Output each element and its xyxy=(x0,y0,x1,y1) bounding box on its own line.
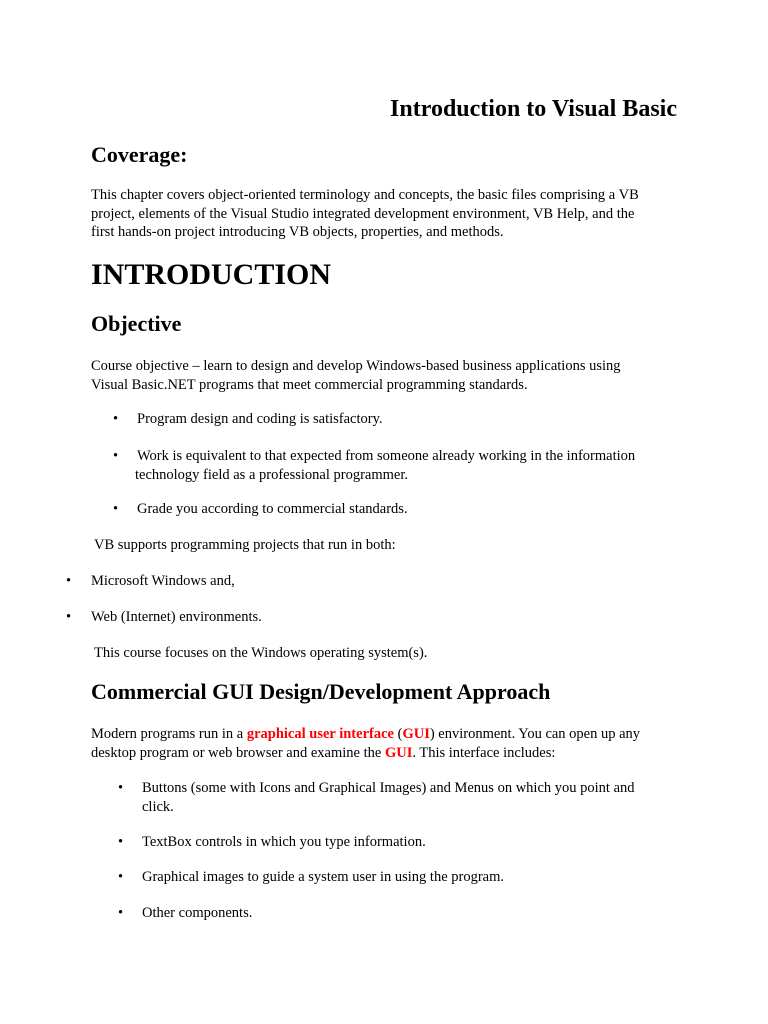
coverage-line-3: first hands-on project introducing VB objects, properties, and methods. xyxy=(91,224,504,240)
list-item xyxy=(118,833,678,853)
bullet-icon: • xyxy=(66,609,72,625)
gui-text: desktop program or web browser and examine the xyxy=(91,744,385,761)
list-item-text: Other components. xyxy=(142,905,253,921)
list-item xyxy=(66,572,566,592)
supports-text: VB supports programming projects that run in both: xyxy=(94,537,396,553)
objective-line-2: Visual Basic.NET programs that meet commercial programming standards. xyxy=(91,376,528,393)
list-item-text: Work is equivalent to that expected from someone already working in the information xyxy=(137,448,636,464)
gui-paragraph xyxy=(91,725,640,762)
gui-abbr-highlight: GUI xyxy=(384,744,413,761)
coverage-line-1: This chapter covers object-oriented terminology and concepts, the basic files comprising a VB xyxy=(91,187,639,203)
document-title: Introduction to Visual Basic xyxy=(390,96,677,122)
bullet-icon: • xyxy=(113,501,119,517)
bullet-icon: • xyxy=(66,573,72,589)
bullet-icon: • xyxy=(113,411,119,427)
list-item xyxy=(113,500,673,520)
list-item xyxy=(66,608,566,628)
list-item-text: Web (Internet) environments. xyxy=(91,609,262,625)
bullet-icon: • xyxy=(118,869,124,885)
gui-abbr-highlight: GUI xyxy=(402,726,430,742)
gui-text: ) environment. You can open up any xyxy=(429,726,641,742)
coverage-paragraph xyxy=(91,186,639,242)
objective-line-1: Course objective – learn to design and develop Windows-based business applications using xyxy=(91,358,621,374)
list-item-text: Microsoft Windows and, xyxy=(91,573,235,589)
list-item xyxy=(118,904,678,924)
list-item-text-continued: click. xyxy=(142,798,174,815)
gui-section-heading: Commercial GUI Design/Development Approach xyxy=(91,679,551,704)
gui-text: Modern programs run in a xyxy=(91,726,247,742)
list-item xyxy=(118,779,678,819)
bullet-icon: • xyxy=(118,905,124,921)
gui-text: . This interface includes: xyxy=(412,744,556,761)
objective-heading: Objective xyxy=(91,311,182,336)
bullet-icon: • xyxy=(118,780,124,796)
list-item xyxy=(113,447,673,487)
list-item-text: Program design and coding is satisfactory. xyxy=(137,411,383,427)
list-item-text: Graphical images to guide a system user in using the program. xyxy=(142,869,505,885)
introduction-heading: INTRODUCTION xyxy=(91,258,332,291)
list-item-text: Buttons (some with Icons and Graphical Images) and Menus on which you point and xyxy=(142,780,635,796)
gui-term-highlight: graphical user interface xyxy=(246,726,394,742)
gui-line-1 xyxy=(91,725,640,744)
focus-text: This course focuses on the Windows operating system(s). xyxy=(94,645,428,661)
gui-text: ( xyxy=(393,726,403,742)
objective-paragraph xyxy=(91,357,621,394)
bullet-icon: • xyxy=(118,834,124,850)
list-item-text: Grade you according to commercial standards. xyxy=(137,501,408,517)
list-item-text: TextBox controls in which you type information. xyxy=(142,834,426,850)
gui-line-2 xyxy=(91,744,640,763)
list-item-text-continued: technology field as a professional programmer. xyxy=(135,466,409,483)
coverage-line-2: project, elements of the Visual Studio integrated development environment, VB Help, and the xyxy=(91,205,635,222)
bullet-icon: • xyxy=(113,448,119,464)
list-item xyxy=(118,868,678,888)
list-item xyxy=(113,410,673,430)
coverage-heading: Coverage: xyxy=(91,142,188,167)
